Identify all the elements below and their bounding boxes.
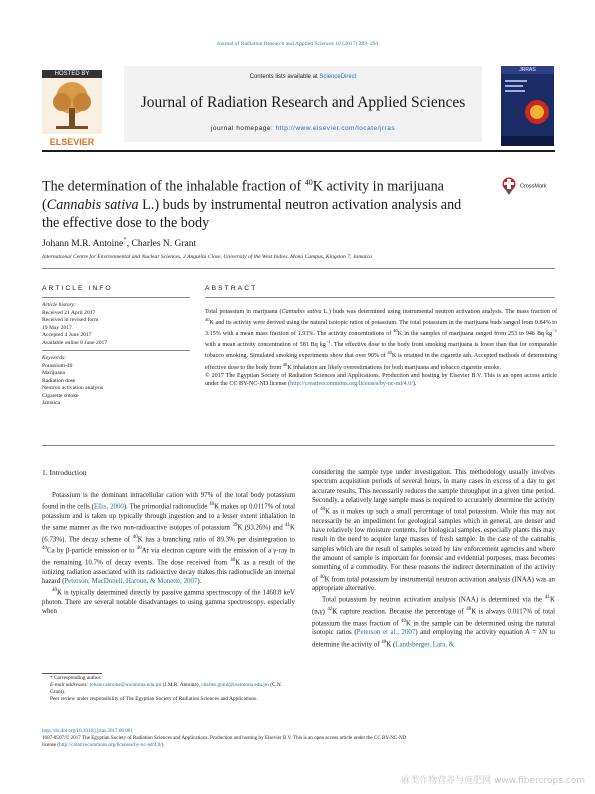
- text: K makes up 0.0117% of total potassium and is taken up typically through ingestion and to a lesser extent inhalation in the same manner as the two non-radioactive isotopes of potassium: [42, 503, 295, 532]
- text: ). The primordial radionuclide: [123, 503, 210, 511]
- text: ).: [161, 741, 165, 748]
- footnotes: [42, 675, 295, 703]
- text: K has a branching ratio of 89.3% per disintegration to: [137, 536, 295, 544]
- history-item: Accepted 4 June 2017: [42, 332, 92, 338]
- crossmark-icon: [502, 177, 516, 195]
- text: K is typically determined directly by passive gamma spectroscopy of the 1460.8 keV photon. There are several notable disadvantages to using gamma spectroscopy, especially when: [42, 589, 295, 616]
- abstract-text: K is retained in the cigarette ash. Accepted methods of determining effective dose to the body from: [205, 353, 558, 371]
- sup: 40: [401, 618, 407, 624]
- keyword: Jamaica: [42, 400, 61, 406]
- copyright-text: © 2017 The Egyptian Society of Radiation Sciences and Applications. Production and hosting by Elsevier B.V. This is an open access article under the CC BY-NC-ND license (: [205, 372, 557, 387]
- sup: 39: [232, 523, 238, 529]
- article-history: [42, 302, 192, 347]
- license-link[interactable]: http://creativecommons.org/licenses/by-nc-nd/4.0/: [290, 380, 413, 387]
- history-item: 19 May 2017: [42, 324, 72, 331]
- citation-link[interactable]: Peterson, MacDonell, Haroun, & Monette, 2007: [64, 577, 198, 585]
- contents-prefix: Contents lists available at: [249, 74, 320, 80]
- article-info-rule: [42, 297, 190, 298]
- abstract-text: K and its activity were derived using the natural isotopic ratios of potassium. The total potassium in the marijuana buds ranged from 0.84% to 3.15% with a mean mass fraction of 1.93%. The activity concentrations of: [205, 320, 557, 338]
- author-list: [42, 236, 196, 249]
- page-footer: [42, 728, 555, 748]
- crossmark-badge[interactable]: [502, 177, 562, 203]
- paragraph: [312, 593, 555, 649]
- history-item: Available online 8 June 2017: [42, 339, 108, 346]
- sup: 40: [136, 546, 142, 552]
- text: K in the sample can be determined using the natural isotopic ratios (: [312, 619, 555, 637]
- abstract-text: K in the samples of marijuana ranged from 253 to 946 Bq kg: [397, 331, 553, 338]
- homepage-prefix: journal homepage:: [210, 125, 276, 132]
- text: K from total potassium by instrumental neutron activation analysis (INAA) was an appropriate alternative.: [312, 575, 555, 593]
- text: license (: [42, 741, 60, 748]
- journal-name: Journal of Radiation Research and Applied Sciences: [140, 94, 466, 111]
- journal-cover-image: [501, 66, 554, 146]
- keyword: Cigarette smoke: [42, 392, 79, 399]
- abstract-sup: −1: [325, 339, 331, 345]
- paragraph: [42, 491, 295, 586]
- doi-link[interactable]: http://dx.doi.org/10.1016/j.jrras.2017.06.001: [42, 728, 133, 734]
- keywords-label: Keywords:: [42, 355, 67, 361]
- text: K (93.26%) and: [237, 524, 285, 532]
- abstract-sup: 40: [393, 328, 398, 334]
- text: K (6.73%). The decay scheme of: [42, 524, 295, 544]
- history-rule: [42, 350, 190, 351]
- text: K (n,γ): [312, 596, 555, 616]
- elsevier-wordmark: ELSEVIER: [49, 137, 95, 147]
- sup: 42: [327, 607, 333, 613]
- abstract-sup: 40: [282, 361, 288, 367]
- peer-review-note: Peer review under responsibility of The Egyptian Society of Radiation Sciences and Applications.: [50, 696, 258, 702]
- copyright-text: ).: [412, 380, 417, 387]
- title-superscript: 40: [304, 178, 313, 187]
- text: ) and employing the activity equation A = λN to determine the activity of: [312, 629, 556, 648]
- email-link-antoine[interactable]: johann.antoine@uwimona.edu.jm: [89, 682, 162, 688]
- homepage-link[interactable]: http://www.elsevier.com/locate/jrras: [275, 125, 396, 132]
- elsevier-logo: [42, 70, 116, 150]
- affiliation-rule: [42, 268, 555, 269]
- keywords-block: [42, 355, 192, 408]
- abstract-sup: −1: [552, 328, 557, 334]
- email-owner: (C.N. Grant).: [50, 682, 283, 695]
- email-label: E-mail addresses:: [50, 682, 90, 688]
- author-grant: Charles N. Grant: [131, 239, 197, 250]
- crossmark-label: CrossMark: [520, 183, 547, 190]
- footer-license: [42, 742, 555, 749]
- body-column-right: [312, 468, 555, 649]
- history-item: Received 21 April 2017: [42, 309, 96, 316]
- body-column-left: [42, 491, 295, 616]
- footnote-rule: [42, 673, 102, 674]
- abstract-sup: 40: [205, 317, 210, 323]
- sciencedirect-link[interactable]: ScienceDirect: [319, 74, 357, 80]
- cover-label: JRRAS: [519, 67, 536, 73]
- abstract-heading: ABSTRACT: [205, 285, 258, 292]
- paragraph: [42, 586, 295, 616]
- sup: 41: [545, 595, 551, 601]
- text: ).: [197, 577, 202, 585]
- text: Potassium is the dominant intracellular cation with 97% of the total body potassium found in the cells (: [42, 492, 295, 511]
- abstract-text: with a mean activity concentration of 581 Bq kg: [205, 342, 326, 349]
- sup: 40: [209, 502, 215, 508]
- text: K as it makes up such a small percentage of total potassium. While this may not necessarily be an impediment for geological samples which in general, are denser and have relatively low moisture contents, for biological samples, especially plants this may result in the need to acquire large masses of fresh sample. In the case of the cannabis samples which are the result of samples seized by law enforcement agencies and where the amount of sample is important for forensic and evidential purposes, mass becomes something of a commodity. For these reasons the indirect determination of the activity of: [312, 508, 555, 583]
- journal-homepage-line: [124, 125, 482, 132]
- sup: 40: [319, 574, 325, 580]
- email-link-grant[interactable]: charles.grant@uwimona.edu.jm: [201, 682, 269, 688]
- abstract-text: L.) buds was determined using instrumental neutron activation analysis. The mass fraction of: [321, 309, 557, 315]
- citation-link[interactable]: Ellis, 2000: [93, 503, 124, 511]
- abstract-rule: [205, 297, 555, 298]
- footer-copyright: 1687-8507/© 2017 The Egyptian Society of Radiation Sciences and Applications. Production and hosting by Elsevier B.V. This is an open access article under the CC BY-NC-ND: [42, 734, 407, 741]
- keyword: Potassium-40: [42, 362, 73, 369]
- author-separator: ,: [126, 239, 132, 250]
- sup: 40: [466, 607, 472, 613]
- text: K (: [386, 640, 396, 648]
- email-line: [42, 682, 295, 696]
- sup: 40: [42, 546, 47, 552]
- contents-available-line: [124, 74, 482, 80]
- keyword: Neutron activation analysis: [42, 385, 104, 391]
- text: Ca by β-particle emission or to: [47, 547, 137, 555]
- sup: 40: [320, 507, 326, 513]
- abstract-sup: 40: [387, 350, 392, 356]
- footer-license-link[interactable]: http://creativecommons.org/licenses/by-nc-nd/4.0/: [59, 741, 162, 748]
- abstract-body: [205, 308, 557, 388]
- text: considering the sample type under investigation. This methodology usually involves spectrum acquisition periods of several hours, in many cases in excess of a day to get accurate results. This necessarily reduces the sample throughput in a given time period. Secondly, a relatively large sample mass is required to accurately determine the activity of: [312, 469, 555, 516]
- text: K as a result of the ionizing radiation associated with its radioactive decay makes this radionuclide an internal hazard (: [42, 559, 295, 585]
- history-label: Article history:: [42, 302, 77, 308]
- title-part: The determination of the inhalable fraction of: [42, 178, 305, 195]
- abstract-bottom-rule: [42, 445, 555, 446]
- hosted-by-label: HOSTED BY: [42, 70, 102, 78]
- site-watermark: 麻类作物营养与施肥网 www.fibercrops.com: [401, 776, 585, 786]
- author-antoine: Johann M.R. Antoine: [42, 239, 124, 250]
- sup: 40: [52, 588, 57, 594]
- email-owner: (J.M.R. Antoine),: [161, 682, 202, 688]
- text: Ar via electron capture with the emission of a γ-ray in the remaining 10.7% of decay events. The dose received from: [42, 547, 295, 567]
- text: K capture reaction. Because the percentage of: [332, 608, 467, 616]
- abstract-text: . The effective dose to the body from smoking marijuana is lower than that for comparable tobacco smoking. Simulated smoking experiments show that over 90% of: [205, 342, 558, 360]
- abstract-text: K inhalation are likely overestimations for both marijuana and tobacco cigarette smoke.: [287, 364, 502, 371]
- corresponding-author-note: * Corresponding author.: [50, 675, 102, 681]
- abstract-species: Cannabis sativa: [281, 309, 322, 315]
- journal-cover-art: [501, 66, 554, 146]
- keyword: Radiation dose: [42, 377, 76, 384]
- sup: 41: [285, 523, 290, 529]
- citation-link[interactable]: Landsberger, Lara, &: [395, 640, 455, 648]
- history-item: Received in revised form: [42, 317, 99, 323]
- running-head: Journal of Radiation Research and Applied Sciences 10 (2017) 289–294: [216, 41, 379, 47]
- title-part: K activity in marijuana (: [42, 178, 444, 213]
- keyword: Marijuana: [42, 370, 65, 376]
- author-affiliation: International Centre for Environmental and Nuclear Sciences, 2 Anguilla Close, University of the West Indies, Mona Campus, Kingston 7, Jamaica: [42, 254, 372, 260]
- abstract-text: Total potassium in marijuana (: [205, 309, 282, 315]
- text: K is always 0.0117% of total potassium the mass fraction of: [312, 608, 555, 627]
- article-title: [42, 174, 482, 232]
- title-species: Cannabis sativa: [46, 196, 139, 213]
- paragraph: [312, 468, 555, 593]
- text: Total potassium by neutron activation analysis (NAA) is determined via the: [322, 596, 546, 604]
- sup: 40: [381, 639, 387, 645]
- elsevier-tree-icon: [42, 78, 102, 134]
- header-rule: [42, 150, 555, 152]
- corresponding-author-mark[interactable]: *: [123, 236, 127, 244]
- article-info-heading: ARTICLE INFO: [42, 285, 113, 292]
- section-heading-introduction: 1. Introduction: [42, 468, 87, 477]
- sup: 40: [132, 534, 138, 540]
- title-part: L.) buds by instrumental neutron activation analysis and the effective dose to the body: [42, 196, 462, 231]
- citation-link[interactable]: Peterson et al., 2007: [356, 629, 416, 637]
- sup: 40: [230, 557, 236, 563]
